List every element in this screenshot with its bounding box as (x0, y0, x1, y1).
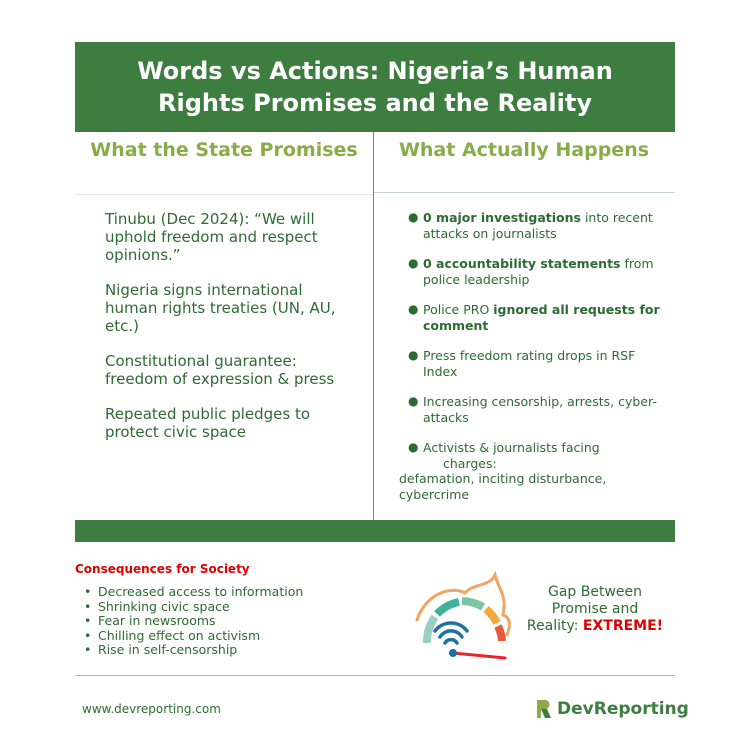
bullet-icon: • (84, 598, 92, 614)
bullet-icon: ● (408, 394, 419, 408)
gap-label-line: Gap Between (547, 584, 643, 600)
gauge-segment (498, 626, 502, 641)
reality-item-text: Police PRO (423, 302, 494, 317)
consequence-item (84, 643, 303, 658)
consequence-item (84, 600, 303, 615)
gap-label-line: Promise and (551, 601, 639, 617)
gauge-needle (453, 653, 505, 658)
brand-logo (535, 698, 689, 720)
reality-item-text: Press freedom rating drops in RSF Index (423, 348, 636, 379)
consequence-item (84, 614, 303, 629)
reality-item-text: from police leadership (423, 256, 654, 287)
gauge-flame-icon (395, 565, 525, 665)
bullet-icon: • (84, 613, 92, 628)
reality-item-text: Activists & journalists facing (423, 440, 600, 455)
promise-item: Nigeria signs international human rights treaties (UN, AU, etc.) (105, 281, 336, 335)
promises-heading: What the State Promises (90, 139, 358, 161)
promise-item: Repeated public pledges to protect civic space (105, 405, 311, 441)
brand-name: DevReporting (557, 699, 689, 719)
reality-heading: What Actually Happens (398, 139, 650, 161)
consequence-text: Fear in newsrooms (98, 613, 216, 628)
bullet-icon: • (84, 627, 92, 643)
left-heading-rule (75, 194, 373, 195)
gap-label-line (520, 618, 670, 635)
reality-item-emphasis: 0 major investigations (423, 210, 581, 225)
gauge-segment (462, 601, 483, 607)
footer-divider (75, 675, 675, 676)
reality-item-text: charges: (443, 455, 497, 471)
bullet-icon: • (84, 584, 92, 599)
promises-list (105, 210, 345, 458)
consequence-text: Rise in self-censorship (98, 642, 238, 657)
bullet-icon: ● (408, 210, 419, 224)
reality-item-text: Increasing censorship, arrests, cyber-attacks (423, 394, 657, 425)
wifi-signal-icon (435, 623, 467, 643)
title-band (75, 42, 675, 132)
reality-item (399, 440, 663, 502)
reality-list (401, 210, 663, 517)
right-heading-rule (374, 192, 675, 193)
promise-item: Tinubu (Dec 2024): “We will uphold freedom and respect opinions.” (105, 210, 318, 264)
reality-item-text: defamation, inciting disturbance, (399, 471, 607, 486)
bullet-icon: ● (408, 348, 419, 362)
bullet-icon: ● (408, 440, 419, 454)
gauge-segment (486, 609, 497, 623)
reality-item-emphasis: 0 accountability statements (423, 256, 621, 271)
website-link[interactable]: www.devreporting.com (82, 702, 221, 716)
bullet-icon: ● (408, 302, 419, 316)
column-divider (373, 132, 374, 520)
bottom-band (75, 520, 675, 542)
promise-item: Constitutional guarantee: freedom of expression & press (105, 352, 335, 388)
consequence-item (84, 585, 303, 600)
reality-item (401, 210, 663, 241)
consequence-item (84, 629, 303, 644)
gauge-segment (437, 602, 459, 614)
bullet-icon: ● (408, 256, 419, 270)
reality-item (401, 256, 663, 287)
gap-label-text: Reality: (526, 618, 583, 634)
consequences-title: Consequences for Society (75, 562, 250, 576)
reality-item (401, 348, 663, 379)
consequences-list (84, 585, 303, 658)
reality-item (401, 394, 663, 425)
reality-item (401, 302, 663, 333)
reality-item-text: cybercrime (399, 486, 470, 502)
consequence-text: Chilling effect on activism (98, 627, 261, 643)
reality-item-text: into recent attacks on journalists (423, 210, 653, 241)
reality-item-emphasis: ignored all requests for comment (423, 302, 660, 333)
page-title: Words vs Actions: Nigeria’s Human Rights Promises and the Reality (137, 57, 613, 117)
devreporting-logo-icon (535, 698, 553, 720)
bullet-icon: • (84, 642, 92, 657)
gap-label (520, 584, 670, 635)
gauge-pivot (449, 649, 457, 657)
consequence-text: Decreased access to information (98, 584, 304, 599)
consequence-text: Shrinking civic space (98, 598, 230, 614)
gap-level-badge: EXTREME! (582, 618, 664, 634)
infographic-frame (75, 42, 675, 542)
